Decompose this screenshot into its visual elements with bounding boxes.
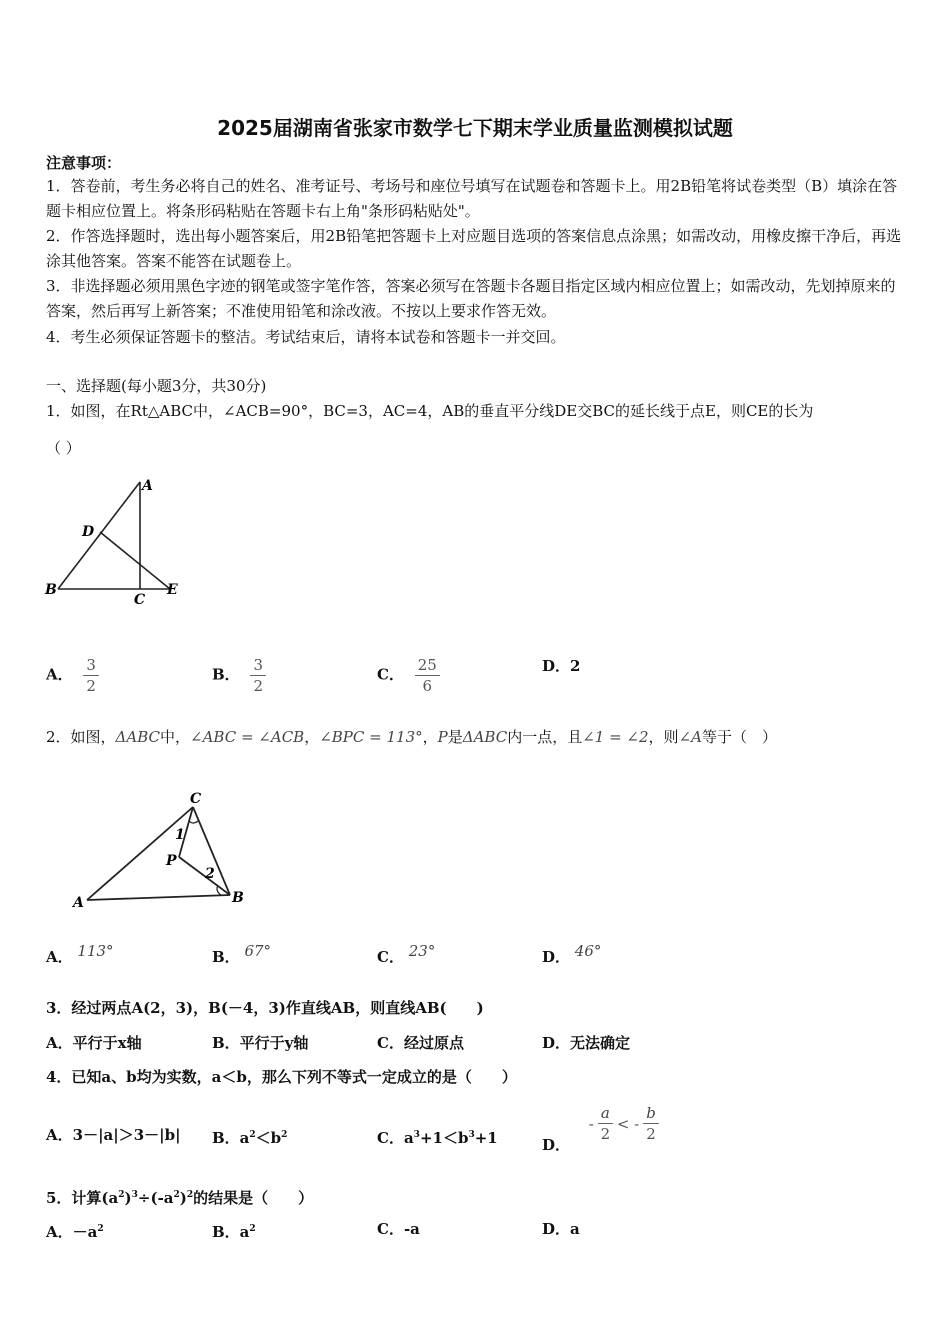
q2-math-6: ∠1 = ∠2 [582,728,649,746]
q5-text-post: 的结果是（ ） [193,1189,314,1207]
q1-option-d[interactable]: D．2 [542,657,581,675]
q2-option-d-label: D． [542,948,571,966]
q4-option-c[interactable] [377,1124,498,1149]
q2-math-7: ∠A [678,728,702,746]
q5-sup-4: 2 [186,1190,194,1200]
q5-text-mid3: ) [179,1189,187,1207]
q4-option-c-post: +1 [474,1129,498,1147]
q3-option-c[interactable]: C．经过原点 [377,1034,464,1052]
q2-math-1: ΔABC [115,728,160,746]
q1-option-a-num: 3 [83,655,99,676]
q2-label-a: A [73,895,84,911]
q3-text: 3．经过两点A(2，3)，B(－4，3)作直线AB，则直线AB( ) [46,999,484,1017]
page-title: 2025届湖南省张家市数学七下期末学业质量监测模拟试题 [217,116,733,140]
q4-option-d-label: D． [542,1135,571,1154]
q5-text [46,1184,313,1209]
q2-option-b-value: 67° [244,942,272,960]
q4-option-a[interactable]: A．3－|a|＞3－|b| [46,1126,181,1144]
notice-item-1: 1．答卷前，考生务必将自己的姓名、准考证号、考场号和座位号填写在试题卷和答题卡上。用2B铅笔将试卷类型（B）填涂在答题卡相应位置上。将条形码粘贴在答题卡右上角"条形码粘贴处"。 [46,177,898,220]
q2-option-a[interactable] [46,942,114,968]
q4-option-d-num2: b [643,1103,659,1124]
q2-label-2: 2 [205,866,215,882]
q1-option-c-frac [415,655,440,696]
q3-option-d[interactable]: D．无法确定 [542,1034,631,1052]
q4-option-c-mid: +1＜b [419,1129,469,1147]
q1-option-c-num: 25 [415,655,440,676]
q2-math-5: ΔABC [462,728,508,746]
q5-sup-3: 2 [173,1190,180,1200]
q4-option-d-den2: 2 [646,1125,656,1143]
q4-option-b-sup2: 2 [281,1130,288,1140]
q2-part-1: 2．如图， [46,728,116,746]
q1-option-a[interactable] [46,655,99,696]
q2-option-c-value: 23° [408,942,436,960]
q4-option-b-mid: ＜b [255,1129,282,1147]
q2-label-1: 1 [175,827,185,843]
q2-part-7: ，则 [648,728,679,746]
q2-part-8: 等于（ ） [701,728,777,746]
q1-option-b[interactable] [212,655,266,696]
q1-paren: （ ） [46,439,81,457]
q5-text-pre: 5．计算(a [46,1189,119,1207]
q5-option-d[interactable]: D．a [542,1220,580,1238]
q4-option-c-sup1: 3 [413,1130,420,1140]
q2-label-c: C [190,791,202,807]
section-heading: 一、选择题(每小题3分，共30分) [46,377,267,395]
notice-item-2: 2．作答选择题时，选出每小题答案后，用2B铅笔把答题卡上对应题目选项的答案信息点涂黑；如需改动，用橡皮擦干净后，再选涂其他答案。答案不能答在试题卷上。 [46,227,902,270]
q5-option-a[interactable] [46,1218,104,1243]
q3-option-a[interactable]: A．平行于x轴 [46,1034,142,1052]
q4-option-d-expr [589,1103,659,1144]
q2-part-6: 内一点，且 [507,728,583,746]
q2-text [46,726,777,748]
q2-option-d[interactable] [542,942,602,968]
q1-option-c-den: 6 [422,677,433,695]
q5-sup-1: 2 [118,1190,125,1200]
q1-option-b-den: 2 [253,677,264,695]
q1-option-a-den: 2 [86,677,96,695]
q2-option-c[interactable] [377,942,436,968]
q1-option-b-num: 3 [250,655,266,676]
q4-option-b-pre: B．a [212,1129,250,1147]
q2-angle-1-arc [189,821,198,823]
q5-text-mid2: ÷(-a [137,1189,174,1207]
notice-item-4: 4．考生必须保证答题卡的整洁。考试结束后，请将本试卷和答题卡一并交回。 [46,328,566,346]
q2-label-b: B [232,890,244,906]
q1-figure [40,470,190,610]
q5-option-b-text: B．a [212,1223,250,1241]
q4-option-d-num1: a [598,1103,613,1124]
q1-option-b-label: B． [212,665,240,684]
q5-option-b[interactable] [212,1218,256,1243]
q5-option-b-sup: 2 [249,1224,256,1234]
q2-math-4: P [437,728,448,746]
q2-option-c-label: C． [377,948,404,966]
q1-label-c: C [134,592,146,608]
q1-option-a-frac [83,655,99,696]
q5-sup-2: 3 [131,1190,138,1200]
q2-math-3: ∠BPC = 113° [319,728,423,746]
q2-part-5: 是 [447,728,463,746]
q4-option-b[interactable] [212,1124,287,1149]
q2-part-4: ， [422,728,438,746]
q1-option-c-label: C． [377,665,404,684]
q5-option-a-text: A．－a [46,1223,98,1241]
q5-option-a-sup: 2 [97,1224,104,1234]
q2-line-ac [87,807,193,900]
q1-option-b-frac [250,655,266,696]
q4-option-d-minus: - [588,1114,594,1133]
q5-text-mid1: ) [124,1189,132,1207]
q4-option-d-frac2 [643,1103,659,1144]
q4-option-d-lt: < - [616,1114,640,1133]
q2-option-b[interactable] [212,942,272,968]
q2-option-d-value: 46° [574,942,602,960]
q2-label-p: P [166,853,177,869]
q2-math-2: ∠ABC = ∠ACB [190,728,305,746]
q1-line-de [100,532,170,589]
q4-option-d[interactable] [542,1103,659,1154]
q2-part-3: ， [304,728,320,746]
q1-option-c[interactable] [377,655,440,696]
q4-option-c-pre: C．a [377,1129,414,1147]
q1-text: 1．如图，在Rt△ABC中，∠ACB=90°，BC=3，AC=4，AB的垂直平分线DE交BC的延长线于点E，则CE的长为 [46,402,814,420]
q2-option-a-label: A． [46,948,73,966]
q3-option-b[interactable]: B．平行于y轴 [212,1034,309,1052]
q4-option-b-sup1: 2 [249,1130,256,1140]
q2-option-b-label: B． [212,948,240,966]
q1-option-a-label: A． [46,665,73,684]
q2-figure [65,785,255,915]
q1-line-ba [58,482,140,589]
q4-option-d-frac1 [598,1103,613,1144]
q2-line-ab [87,895,230,900]
q1-label-d: D [82,524,95,540]
q1-label-a: A [142,478,153,494]
q5-option-c[interactable]: C．-a [377,1220,420,1238]
q4-option-c-sup2: 3 [468,1130,475,1140]
q2-option-a-value: 113° [77,942,114,960]
q1-label-b: B [45,582,57,598]
q1-label-e: E [167,582,178,598]
notice-heading: 注意事项： [46,154,122,172]
q4-text: 4．已知a、b均为实数，a＜b，那么下列不等式一定成立的是（ ） [46,1068,517,1086]
notice-item-3: 3．非选择题必须用黑色字迹的钢笔或签字笔作答，答案必须写在答题卡各题目指定区域内相应位置上；如需改动，先划掉原来的答案，然后再写上新答案；不准使用铅笔和涂改液。不按以上要求作答无效。 [46,277,896,320]
q4-option-d-den1: 2 [600,1125,611,1143]
q2-part-2: 中， [160,728,191,746]
